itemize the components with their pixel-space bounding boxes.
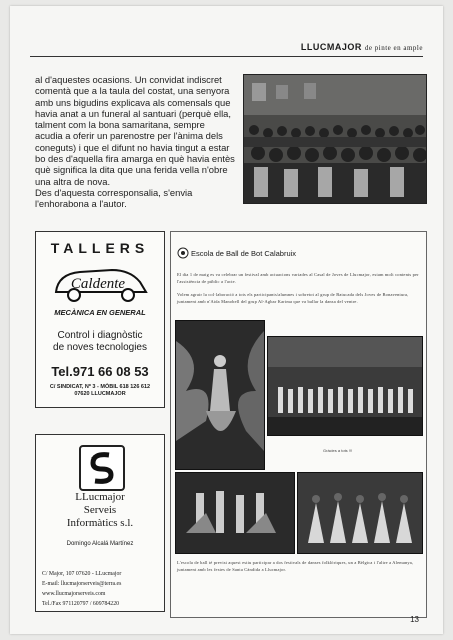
- lsi-logo-icon: [79, 445, 125, 491]
- serveis-contact: [42, 569, 162, 609]
- car-logo-icon: [50, 262, 150, 306]
- address-line-2: 07620 LLUCMAJOR: [74, 391, 126, 397]
- serveis-web: www.llucmajorserveis.com: [42, 591, 106, 597]
- address-line-1: C/ SINDICAT, Nº 3 - MÒBIL 618 126 612: [49, 384, 151, 390]
- svg-text:L: L: [91, 457, 95, 464]
- stage-group-photo: [267, 336, 423, 436]
- talleres-phone: Tel.971 66 08 53: [51, 364, 149, 379]
- talleres-services: [36, 330, 164, 354]
- svg-text:I: I: [108, 472, 110, 479]
- serveis-phones: Tel./Fax 971120797 / 609784220: [42, 601, 119, 607]
- name-line-2: Serveis: [83, 504, 117, 516]
- talleres-title: TALLERS: [50, 240, 150, 256]
- audience-photo: [243, 74, 427, 204]
- service-line-1: Control i diagnòstic: [57, 330, 143, 341]
- school-title: Escola de Ball de Bot Calabruix: [191, 249, 297, 258]
- name-line-1: LLucmajor: [75, 491, 125, 503]
- talleres-tagline: MECÀNICA EN GENERAL: [54, 308, 146, 317]
- page-number: 13: [410, 615, 419, 624]
- school-logo-icon: [177, 246, 189, 258]
- serveis-ad: [35, 434, 165, 612]
- dancers-photo-2: [297, 472, 423, 554]
- talleres-address: [36, 384, 164, 398]
- header-title: LLUCMAJOR de pinte en ample: [300, 42, 423, 52]
- article-body: al d'aquestes ocasions. Un convidat indiscret comentà que a la taula del costat, una senyora amb uns bigudins explicava als comensals que havia anat a un funeral al santuari (perquè ella, talment com la bona samaritana, sempre acudia a oferir un parenostre per l'ànima dels coneguts) i que el difunt no havia tingut a estar bo des d'aquella fira amarga en què havia entès què significa la dita que una ferida vella n'obre una altra de nova.: [35, 74, 235, 187]
- school-paragraph-2: Volem agrair la col·laboració a tots els participants/alumnes i sobretot al grup de Batucada dels Joves de Bonaventura, juntament amb n'Aida Manobell del grup Al-Agbar Karima que va ballar la dansa del ventre.: [177, 292, 409, 304]
- name-line-3: Informàtics s.l.: [66, 517, 134, 529]
- serveis-name: [36, 491, 164, 530]
- talleres-ad: [35, 231, 165, 408]
- serveis-email: E-mail: llucmajorserveis@terra.es: [42, 581, 122, 587]
- serveis-person: Domingo Alcalá Martínez: [66, 541, 134, 547]
- school-paragraph-3: L'escola de ball té previst aquest estiu participar a dos festivals de danses folklòriques, un a Bèlgica i l'altre a Alemanya, juntament amb les festes de Santa Càndida a Llucmajor.: [177, 560, 414, 572]
- school-paragraph-1: El dia 1 de maig es va celebrar un festival amb actuacions variades al Casal de Joves de Llucmajor, estam molt contents per l'assistència de públic a l'acte.: [177, 272, 419, 284]
- svg-text:Caldente: Caldente: [70, 276, 126, 292]
- service-line-2: de noves tecnologies: [53, 342, 147, 353]
- dancers-photo-1: [175, 472, 295, 554]
- article-text: [35, 74, 235, 210]
- article-closing: Des d'aquesta corresponsalia, s'envia l'enhorabona a l'autor.: [35, 186, 193, 210]
- header-subtitle: de pinte en ample: [364, 44, 423, 52]
- magazine-page: [10, 6, 443, 634]
- belly-dance-photo: [175, 320, 265, 470]
- dance-school-panel: [170, 231, 427, 618]
- page-header: [30, 42, 423, 57]
- photo-caption: Gràcies a tots !!!: [323, 448, 353, 453]
- serveis-address: C/ Major, 107 07620 - LLucmajor: [42, 571, 122, 577]
